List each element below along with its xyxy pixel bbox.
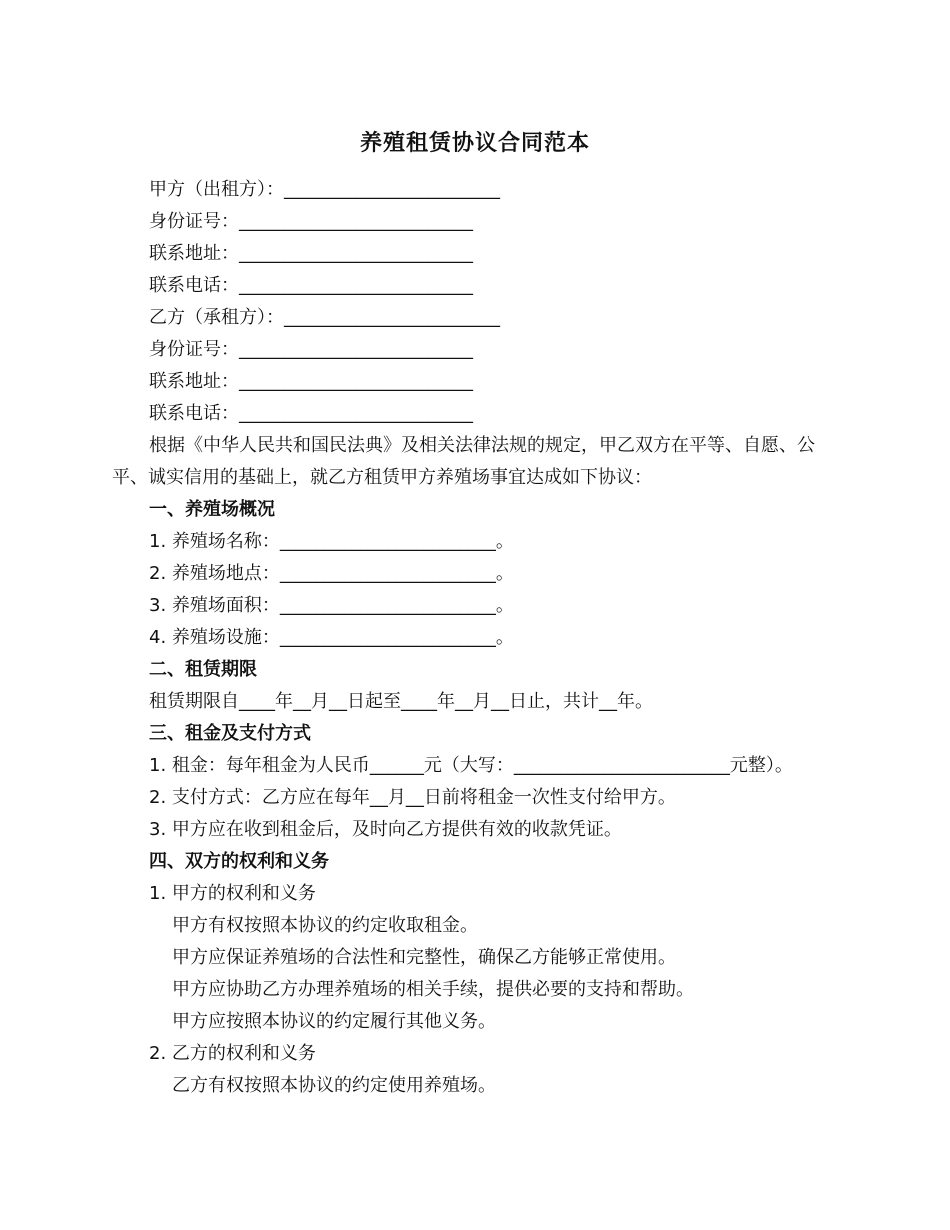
party-a-id-line: 身份证号：__________________________ xyxy=(149,211,473,232)
party-a-address-line: 联系地址：__________________________ xyxy=(149,243,473,264)
party-a-name-line: 甲方（出租方）：________________________ xyxy=(149,179,500,200)
document-title: 养殖租赁协议合同范本 xyxy=(359,131,590,156)
section1-item: 4. 养殖场设施：________________________。 xyxy=(149,627,514,648)
party-b-address-line: 联系地址：__________________________ xyxy=(149,371,473,392)
preamble-paragraph: 根据《中华人民共和国民法典》及相关法律法规的规定，甲乙双方在平等、自愿、公平、诚实信用的基础上，就乙方租赁甲方养殖场事宜达成如下协议： xyxy=(112,435,815,488)
section4-sub2-item: 乙方有权按照本协议的约定使用养殖场。 xyxy=(172,1075,496,1096)
section3-item: 1. 租金：每年租金为人民币______元（大写：________________________元整）。 xyxy=(149,755,793,776)
party-b-name-line: 乙方（承租方）：________________________ xyxy=(149,307,500,328)
section2-heading: 二、租赁期限 xyxy=(149,659,257,680)
section3-item: 3. 甲方应在收到租金后，及时向乙方提供有效的收款凭证。 xyxy=(149,819,622,840)
section4-sub2-heading: 2. 乙方的权利和义务 xyxy=(149,1043,316,1064)
section4-heading: 四、双方的权利和义务 xyxy=(149,851,329,872)
section1-item: 3. 养殖场面积：________________________。 xyxy=(149,595,514,616)
section2-text: 租赁期限自____年__月__日起至____年__月__日止，共计__年。 xyxy=(149,691,653,712)
party-b-id-line: 身份证号：__________________________ xyxy=(149,339,473,360)
party-a-phone-line: 联系电话：__________________________ xyxy=(149,275,473,296)
section4-sub1-heading: 1. 甲方的权利和义务 xyxy=(149,883,316,904)
section3-item: 2. 支付方式：乙方应在每年__月__日前将租金一次性支付给甲方。 xyxy=(149,787,676,808)
section4-sub1-item: 甲方应协助乙方办理养殖场的相关手续，提供必要的支持和帮助。 xyxy=(172,979,694,1000)
section3-heading: 三、租金及支付方式 xyxy=(149,723,311,744)
section4-sub1-item: 甲方应保证养殖场的合法性和完整性，确保乙方能够正常使用。 xyxy=(172,947,676,968)
section4-sub1-item: 甲方应按照本协议的约定履行其他义务。 xyxy=(172,1011,496,1032)
section1-heading: 一、养殖场概况 xyxy=(149,499,275,520)
section1-item: 1. 养殖场名称：________________________。 xyxy=(149,531,514,552)
section4-sub1-item: 甲方有权按照本协议的约定收取租金。 xyxy=(172,915,478,936)
section1-item: 2. 养殖场地点：________________________。 xyxy=(149,563,514,584)
party-b-phone-line: 联系电话：__________________________ xyxy=(149,403,473,424)
